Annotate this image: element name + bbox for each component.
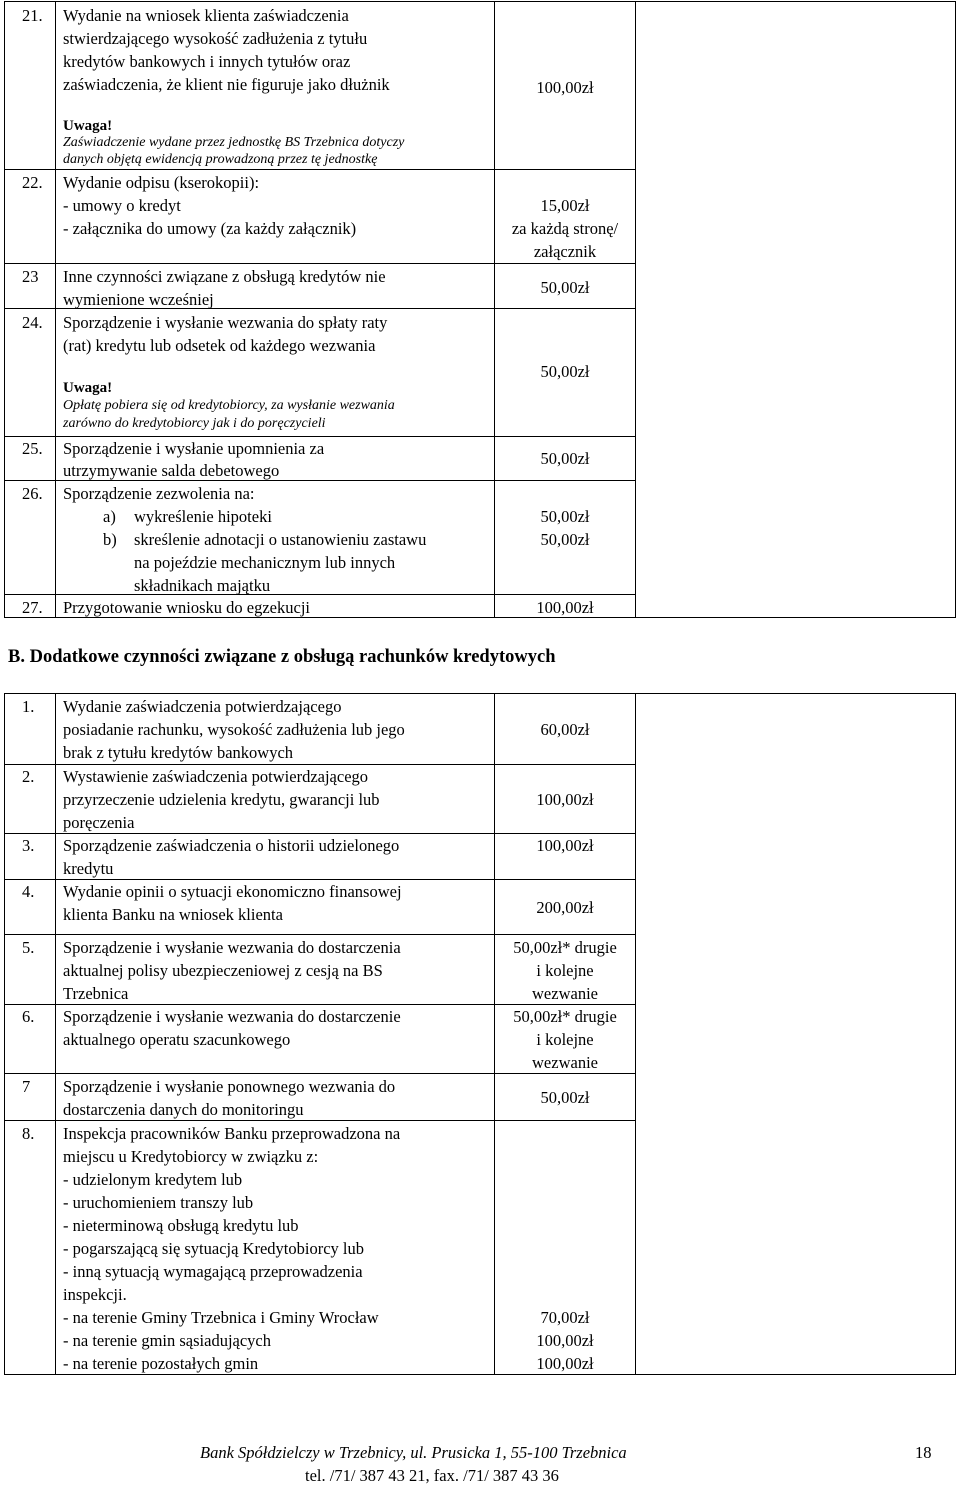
footer-contact: tel. /71/ 387 43 21, fax. /71/ 387 43 36 bbox=[305, 1466, 559, 1485]
price: 50,00zł bbox=[540, 1088, 590, 1107]
table-b-col-divider-1 bbox=[55, 693, 56, 1374]
note-text: danych objętą ewidencją prowadzoną przez tę jednostkę bbox=[63, 152, 378, 167]
price-note: wezwanie bbox=[532, 984, 598, 1003]
row-text: kredytu bbox=[63, 859, 114, 878]
price: 200,00zł bbox=[536, 898, 594, 917]
price-note: i kolejne bbox=[536, 1030, 594, 1049]
row-text: Sporządzenie zaświadczenia o historii udzielonego bbox=[63, 836, 400, 855]
sub-item-text: na pojeździe mechanicznym lub innych bbox=[134, 553, 396, 572]
row-text: Sporządzenie i wysłanie wezwania do dostarczenie bbox=[63, 1007, 401, 1026]
table-a-row-line bbox=[4, 594, 636, 595]
table-a-border-right bbox=[955, 1, 956, 617]
price: 50,00zł bbox=[540, 530, 590, 549]
sub-item-text: wykreślenie hipoteki bbox=[134, 507, 272, 526]
price: 100,00zł bbox=[536, 78, 594, 97]
row-number: 1. bbox=[22, 697, 35, 716]
row-text: aktualnego operatu szacunkowego bbox=[63, 1030, 291, 1049]
row-number: 23 bbox=[22, 267, 39, 286]
row-text: - załącznika do umowy (za każdy załącznik) bbox=[63, 219, 357, 238]
note-heading: Uwaga! bbox=[63, 118, 113, 134]
row-text: Przygotowanie wniosku do egzekucji bbox=[63, 598, 310, 617]
row-text: - na terenie gmin sąsiadujących bbox=[63, 1331, 271, 1350]
row-number: 3. bbox=[22, 836, 35, 855]
table-a-col-divider-1 bbox=[55, 1, 56, 617]
price: 100,00zł bbox=[536, 1354, 594, 1373]
row-text: utrzymywanie salda debetowego bbox=[63, 461, 280, 480]
table-a-border-top bbox=[4, 1, 956, 2]
row-text: - pogarszającą się sytuacją Kredytobiorcy lub bbox=[63, 1239, 365, 1258]
row-text: - umowy o kredyt bbox=[63, 196, 181, 215]
price-note: załącznik bbox=[533, 242, 597, 261]
sub-item-marker: a) bbox=[103, 507, 116, 526]
price: 100,00zł bbox=[536, 1331, 594, 1350]
table-b-border-right bbox=[955, 693, 956, 1374]
price-note: i kolejne bbox=[536, 961, 594, 980]
row-number: 27. bbox=[22, 598, 43, 617]
price: 100,00zł bbox=[536, 598, 594, 617]
row-text: Sporządzenie i wysłanie ponownego wezwania do bbox=[63, 1077, 396, 1096]
row-text: Sporządzenie zezwolenia na: bbox=[63, 484, 255, 503]
price: 100,00zł bbox=[536, 790, 594, 809]
row-text: wymienione wcześniej bbox=[63, 290, 214, 309]
price-note: za każdą stronę/ bbox=[511, 219, 619, 238]
row-text: inspekcji. bbox=[63, 1285, 127, 1304]
table-a-row-line bbox=[4, 169, 636, 170]
row-text: - nieterminową obsługą kredytu lub bbox=[63, 1216, 299, 1235]
row-text: Sporządzenie i wysłanie wezwania do spłaty raty bbox=[63, 313, 388, 332]
row-text: przyrzeczenie udzielenia kredytu, gwarancji lub bbox=[63, 790, 380, 809]
row-text: Wydanie na wniosek klienta zaświadczenia bbox=[63, 6, 349, 25]
page-number: 18 bbox=[915, 1443, 932, 1462]
row-text: - inną sytuacją wymagającą przeprowadzenia bbox=[63, 1262, 363, 1281]
price: 100,00zł bbox=[536, 836, 594, 855]
row-text: posiadanie rachunku, wysokość zadłużenia lub jego bbox=[63, 720, 405, 739]
note-text: Opłatę pobiera się od kredytobiorcy, za wysłanie wezwania bbox=[63, 398, 395, 413]
price: 50,00zł* drugie bbox=[513, 938, 617, 957]
row-number: 4. bbox=[22, 882, 35, 901]
row-text: Inspekcja pracowników Banku przeprowadzona na bbox=[63, 1124, 401, 1143]
row-number: 5. bbox=[22, 938, 35, 957]
table-a-border-left bbox=[4, 1, 5, 617]
price: 50,00zł bbox=[540, 278, 590, 297]
section-b-title: B. Dodatkowe czynności związane z obsługą rachunków kredytowych bbox=[8, 647, 556, 667]
row-text: (rat) kredytu lub odsetek od każdego wezwania bbox=[63, 336, 376, 355]
row-number: 24. bbox=[22, 313, 43, 332]
sub-item-marker: b) bbox=[103, 530, 117, 549]
row-number: 6. bbox=[22, 1007, 35, 1026]
row-text: zaświadczenia, że klient nie figuruje jako dłużnik bbox=[63, 75, 390, 94]
row-number: 8. bbox=[22, 1124, 35, 1143]
sub-item-text: składnikach majątku bbox=[134, 576, 271, 595]
row-text: miejscu u Kredytobiorcy w związku z: bbox=[63, 1147, 319, 1166]
row-text: stwierdzającego wysokość zadłużenia z tytułu bbox=[63, 29, 368, 48]
row-number: 26. bbox=[22, 484, 43, 503]
row-number: 7 bbox=[22, 1077, 31, 1096]
row-text: Wydanie zaświadczenia potwierdzającego bbox=[63, 697, 342, 716]
row-text: - uruchomieniem transzy lub bbox=[63, 1193, 254, 1212]
table-b-col-divider-3 bbox=[635, 693, 636, 1374]
price: 50,00zł bbox=[540, 507, 590, 526]
row-text: Sporządzenie i wysłanie upomnienia za bbox=[63, 439, 325, 458]
row-text: brak z tytułu kredytów bankowych bbox=[63, 743, 294, 762]
row-text: Wydanie opinii o sytuacji ekonomiczno finansowej bbox=[63, 882, 402, 901]
row-text: - na terenie Gminy Trzebnica i Gminy Wrocław bbox=[63, 1308, 379, 1327]
price: 50,00zł bbox=[540, 362, 590, 381]
table-a-row-line bbox=[4, 263, 636, 264]
row-number: 22. bbox=[22, 173, 43, 192]
note-heading: Uwaga! bbox=[63, 380, 113, 396]
note-text: zarówno do kredytobiorcy jak i do poręczycieli bbox=[63, 416, 326, 431]
row-text: aktualnej polisy ubezpieczeniowej z cesją na BS bbox=[63, 961, 383, 980]
row-text: Wydanie odpisu (kserokopii): bbox=[63, 173, 260, 192]
price: 50,00zł bbox=[540, 449, 590, 468]
price: 70,00zł bbox=[540, 1308, 590, 1327]
row-text: dostarczenia danych do monitoringu bbox=[63, 1100, 304, 1119]
table-b-border-top bbox=[4, 693, 956, 694]
row-text: Inne czynności związane z obsługą kredytów nie bbox=[63, 267, 386, 286]
table-a-col-divider-3 bbox=[635, 1, 636, 617]
sub-item-text: skreślenie adnotacji o ustanowieniu zastawu bbox=[134, 530, 427, 549]
price: 15,00zł bbox=[540, 196, 590, 215]
row-text: poręczenia bbox=[63, 813, 135, 832]
price-note: wezwanie bbox=[532, 1053, 598, 1072]
price: 60,00zł bbox=[540, 720, 590, 739]
row-number: 21. bbox=[22, 6, 43, 25]
row-text: Wystawienie zaświadczenia potwierdzającego bbox=[63, 767, 369, 786]
table-b-row-line bbox=[4, 934, 636, 935]
row-text: - na terenie pozostałych gmin bbox=[63, 1354, 259, 1373]
row-text: - udzielonym kredytem lub bbox=[63, 1170, 243, 1189]
row-text: Trzebnica bbox=[63, 984, 129, 1003]
row-number: 25. bbox=[22, 439, 43, 458]
price: 50,00zł* drugie bbox=[513, 1007, 617, 1026]
footer-address: Bank Spółdzielczy w Trzebnicy, ul. Prusicka 1, 55-100 Trzebnica bbox=[200, 1443, 627, 1462]
row-text: klienta Banku na wniosek klienta bbox=[63, 905, 283, 924]
row-text: kredytów bankowych i innych tytułów oraz bbox=[63, 52, 351, 71]
note-text: Zaświadczenie wydane przez jednostkę BS Trzebnica dotyczy bbox=[63, 135, 405, 150]
table-b-border-left bbox=[4, 693, 5, 1374]
row-text: Sporządzenie i wysłanie wezwania do dostarczenia bbox=[63, 938, 401, 957]
row-number: 2. bbox=[22, 767, 35, 786]
